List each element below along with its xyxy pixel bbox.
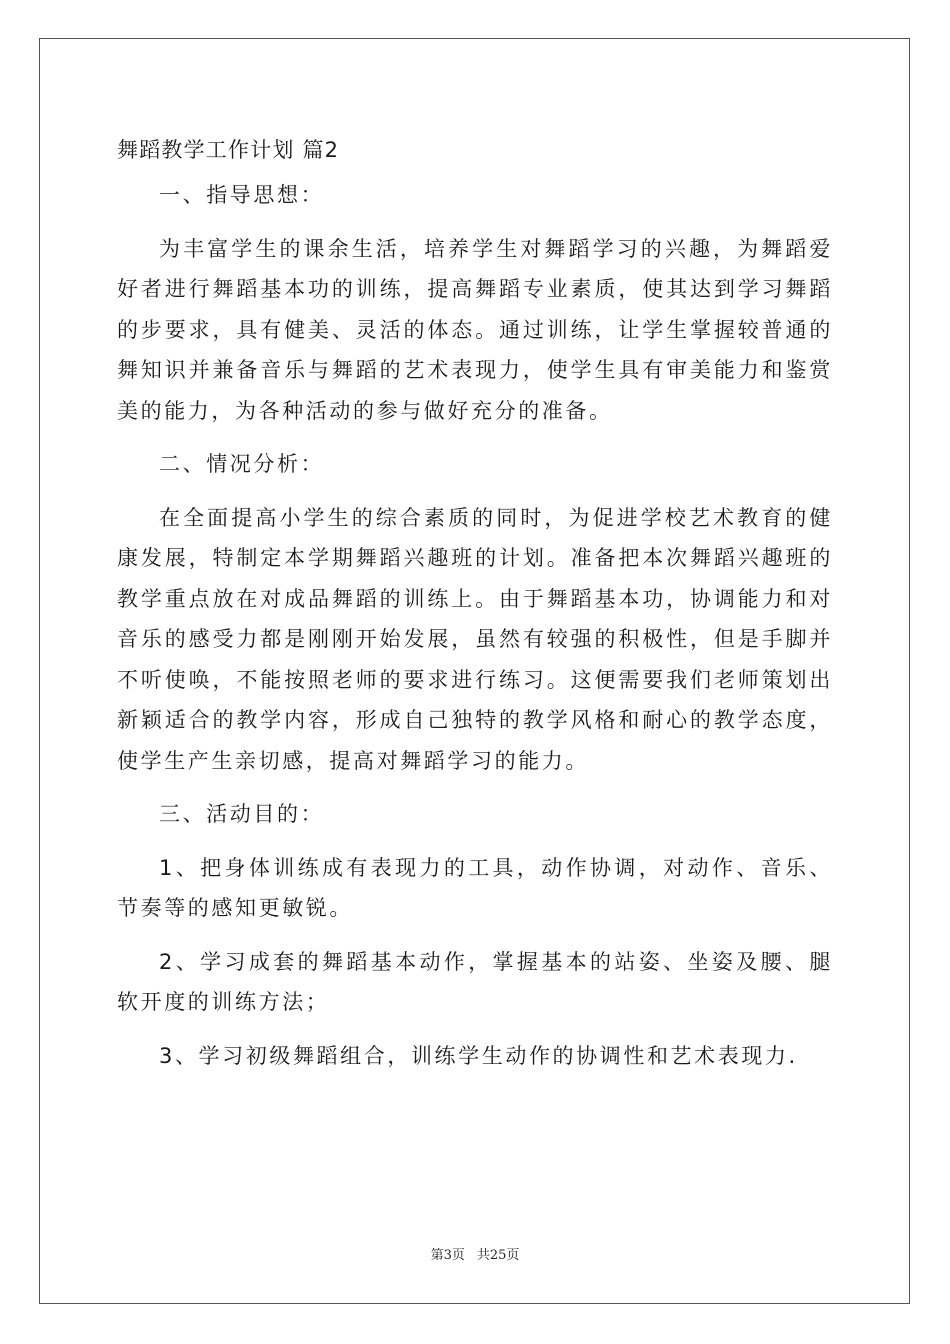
- total-page-count: 共25页: [476, 1248, 520, 1263]
- document-title: 舞蹈教学工作计划 篇2: [117, 138, 340, 162]
- section-heading-guiding-ideology: 一、指导思想：: [159, 183, 325, 207]
- page-footer: [0, 1244, 950, 1263]
- section-heading-situation-analysis: 二、情况分析：: [159, 452, 325, 476]
- section-heading-activity-purpose: 三、活动目的：: [159, 802, 325, 826]
- list-item-purpose-1: 1、把身体训练成有表现力的工具，动作协调，对动作、音乐、节奏等的感知更敏锐。: [117, 855, 833, 920]
- list-item-purpose-3: 3、学习初级舞蹈组合，训练学生动作的协调性和艺术表现力.: [159, 1043, 798, 1068]
- paragraph-situation-analysis: 在全面提高小学生的综合素质的同时，为促进学校艺术教育的健康发展，特制定本学期舞蹈兴趣班的计划。准备把本次舞蹈兴趣班的教学重点放在对成品舞蹈的训练上。由于舞蹈基本功，协调能力和对音乐的感受力都是刚刚开始发展，虽然有较强的积极性，但是手脚并不听使唤，不能按照老师的要求进行练习。这便需要我们老师策划出新颖适合的教学内容，形成自己独特的教学风格和耐心的教学态度，使学生产生亲切感，提高对舞蹈学习的能力。: [117, 505, 833, 773]
- list-item-purpose-2: 2、学习成套的舞蹈基本动作，掌握基本的站姿、坐姿及腰、腿软开度的训练方法；: [117, 949, 833, 1014]
- document-body: [117, 128, 833, 1089]
- paragraph-guiding-ideology: 为丰富学生的课余生活，培养学生对舞蹈学习的兴趣，为舞蹈爱好者进行舞蹈基本功的训练，提高舞蹈专业素质，使其达到学习舞蹈的步要求，具有健美、灵活的体态。通过训练，让学生掌握较普通的舞知识并兼备音乐与舞蹈的艺术表现力，使学生具有审美能力和鉴赏美的能力，为各种活动的参与做好充分的准备。: [117, 236, 833, 423]
- current-page-number: 第3页: [430, 1248, 465, 1263]
